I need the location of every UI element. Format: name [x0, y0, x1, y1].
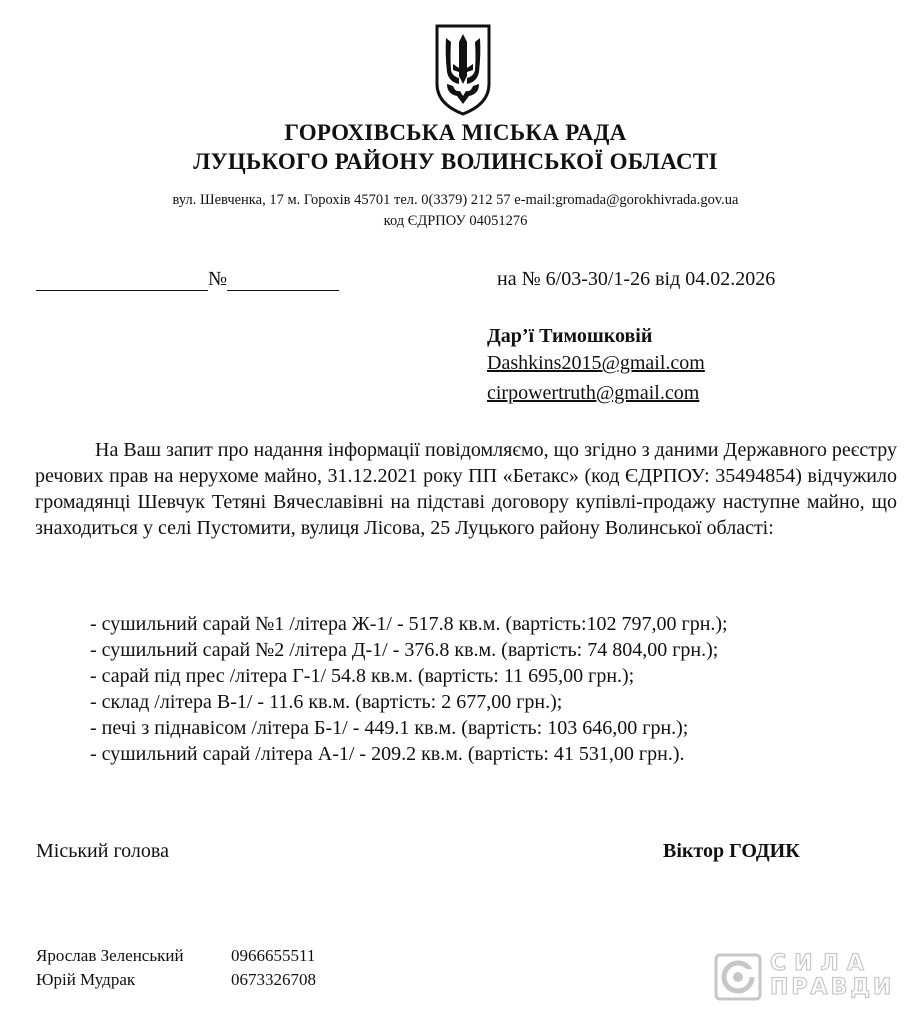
number-sign: № — [208, 268, 228, 290]
incoming-reference: на № 6/03-30/1-26 від 04.02.2026 — [497, 268, 776, 290]
contact-phone: 0673326708 — [231, 970, 316, 989]
recipient-name: Дар’ї Тимошковій — [487, 325, 653, 347]
watermark-word-2: ПРАВДИ — [770, 975, 895, 1000]
signatory-name: Віктор ГОДИК — [663, 840, 800, 862]
sila-pravdy-logo-icon — [714, 953, 762, 1001]
number-blank-line — [227, 270, 339, 291]
contact-phone: 0966655511 — [231, 946, 316, 965]
recipient-email-2[interactable]: cirpowertruth@gmail.com — [487, 382, 700, 404]
coat-of-arms-icon — [433, 24, 493, 116]
recipient-email-1[interactable]: Dashkins2015@gmail.com — [487, 352, 705, 374]
list-item: - сушильний сарай /літера А-1/ - 209.2 кв.м. (вартість: 41 531,00 грн.). — [90, 743, 685, 765]
list-item: - сарай під прес /літера Г-1/ 54.8 кв.м. (вартість: 11 695,00 грн.); — [90, 665, 635, 687]
outgoing-registration — [36, 268, 339, 291]
contact-name: Юрій Мудрак — [36, 970, 136, 989]
body-paragraph-text: На Ваш запит про надання інформації повідомляємо, що згідно з даними Державного реєстру речових прав на нерухоме майно, 31.12.2021 року ПП «Бетакс» (код ЄДРПОУ: 35494854) відчужило громадянці Шевчук Тетяні Вячеславівні на підставі договору купівлі-продажу наступне майно, що знаходиться у селі Пустомити, вулиця Лісова, 25 Луцького району Волинської області: — [35, 439, 897, 539]
contact-name: Ярослав Зеленський — [36, 946, 184, 965]
list-item: - склад /літера В-1/ - 11.6 кв.м. (вартість: 2 677,00 грн.); — [90, 691, 563, 713]
watermark-word-1: СИЛА — [770, 951, 872, 976]
list-item: - сушильний сарай №1 /літера Ж-1/ - 517.8 кв.м. (вартість:102 797,00 грн.); — [90, 613, 728, 635]
org-name-line1: ГОРОХІВСЬКА МІСЬКА РАДА — [284, 120, 627, 145]
watermark — [714, 951, 894, 1007]
edrpou-line: код ЄДРПОУ 04051276 — [383, 213, 528, 229]
address-line: вул. Шевченка, 17 м. Горохів 45701 тел. 0(3379) 212 57 e-mail:gromada@gorokhivrada.gov.ua — [172, 192, 739, 208]
date-blank-line — [36, 270, 208, 291]
list-item: - печі з піднавісом /літера Б-1/ - 449.1 кв.м. (вартість: 103 646,00 грн.); — [90, 717, 689, 739]
org-name-line2: ЛУЦЬКОГО РАЙОНУ ВОЛИНСЬКОЇ ОБЛАСТІ — [193, 149, 718, 174]
property-list — [90, 611, 728, 767]
body-paragraph — [35, 437, 897, 541]
list-item: - сушильний сарай №2 /літера Д-1/ - 376.8 кв.м. (вартість: 74 804,00 грн.); — [90, 639, 719, 661]
signatory-position: Міський голова — [36, 840, 169, 862]
